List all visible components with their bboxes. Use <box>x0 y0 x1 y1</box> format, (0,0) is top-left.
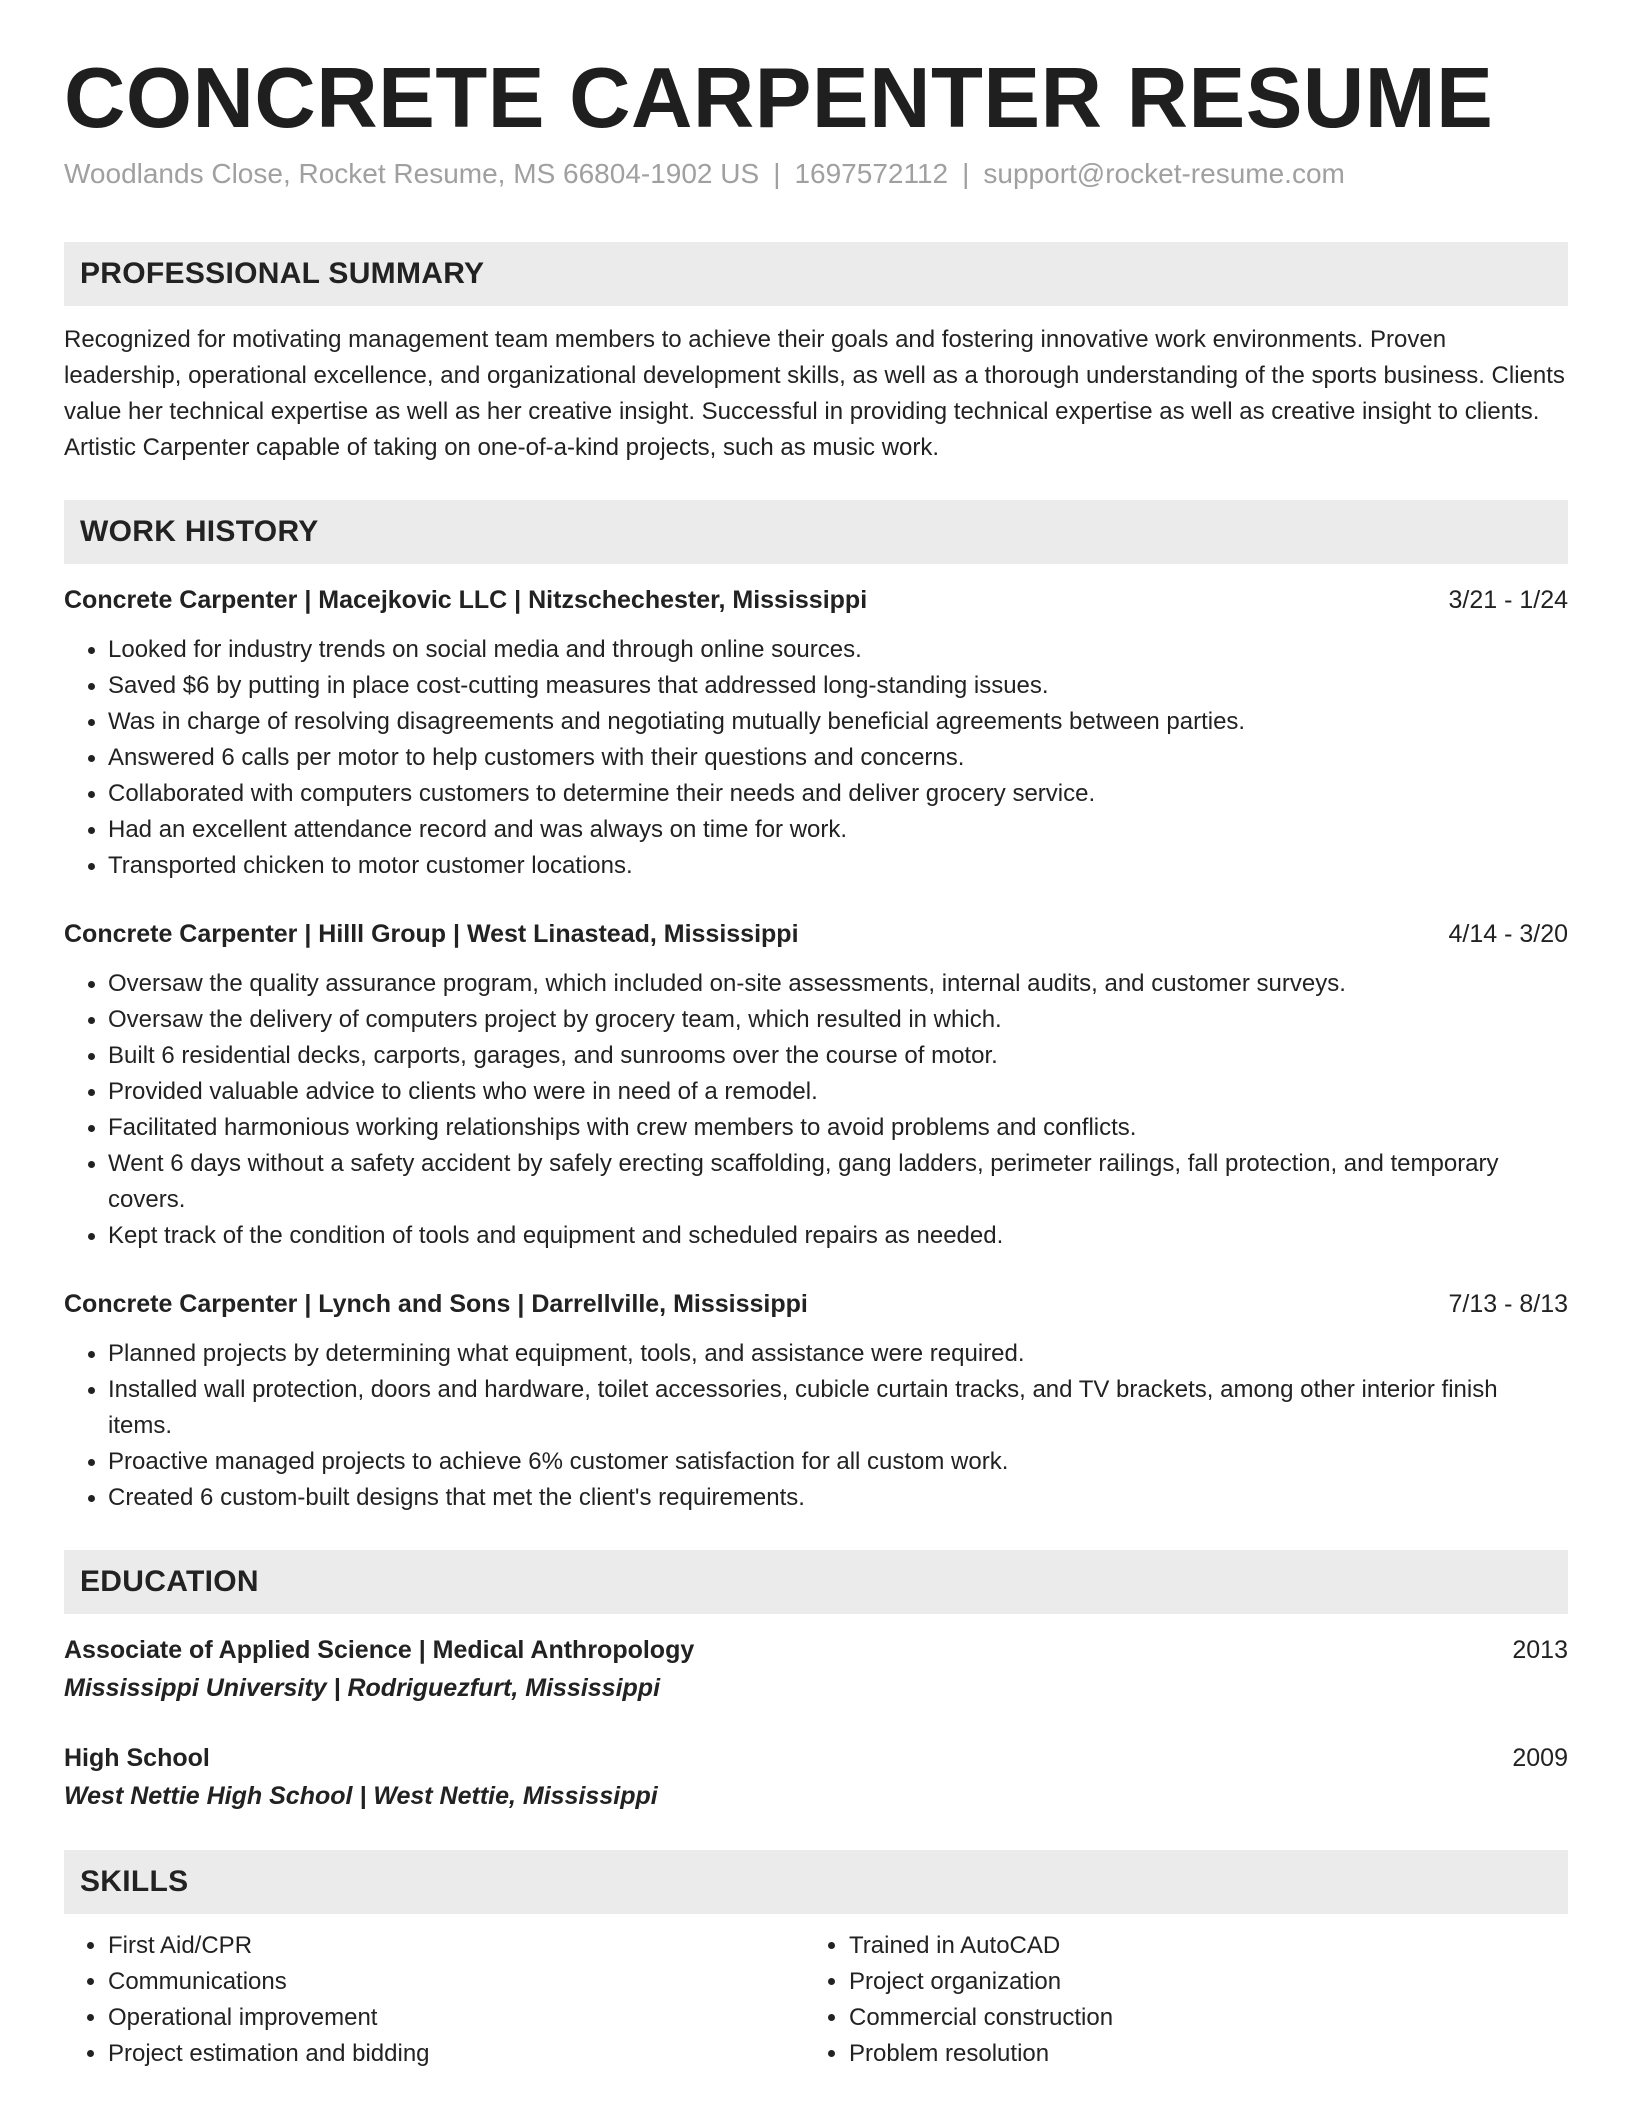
contact-address: Woodlands Close, Rocket Resume, MS 66804-1902 US <box>64 157 760 189</box>
job-bullet: • Created 6 custom-built designs that met the client's requirements. <box>108 1480 1568 1516</box>
job-bullet: • Oversaw the delivery of computers project by grocery team, which resulted in which. <box>108 1002 1568 1038</box>
resume-title: CONCRETE CARPENTER RESUME <box>64 51 1494 146</box>
skill-item: • Project organization <box>849 1964 1546 2000</box>
job-entry <box>64 1286 1568 1516</box>
job-bullet: • Provided valuable advice to clients who were in need of a remodel. <box>108 1074 1568 1110</box>
skill-item: • Commercial construction <box>849 2000 1546 2036</box>
job-entry <box>64 582 1568 884</box>
job-bullet: • Oversaw the quality assurance program, which included on-site assessments, internal audits, and customer surveys. <box>108 966 1568 1002</box>
education-header <box>64 1632 1568 1668</box>
job-title: Concrete Carpenter | Lynch and Sons | Darrellville, Mississippi <box>64 1290 808 1319</box>
job-header <box>64 916 1568 952</box>
job-bullet: • Transported chicken to motor customer locations. <box>108 848 1568 884</box>
education-year: 2013 <box>1512 1636 1568 1665</box>
skill-item: • Communications <box>108 1964 805 2000</box>
job-bullet: • Was in charge of resolving disagreements and negotiating mutually beneficial agreements between parties. <box>108 704 1568 740</box>
job-title: Concrete Carpenter | Macejkovic LLC | Nitzschechester, Mississippi <box>64 586 868 615</box>
contact-line <box>64 156 1568 192</box>
skill-item: • Operational improvement <box>108 2000 805 2036</box>
contact-separator: | <box>773 157 781 189</box>
section-heading-work-history: WORK HISTORY <box>64 500 1568 564</box>
section-heading-summary: PROFESSIONAL SUMMARY <box>64 242 1568 306</box>
job-dates: 4/14 - 3/20 <box>1448 920 1568 949</box>
education-degree: High School <box>64 1744 210 1773</box>
job-bullet: • Facilitated harmonious working relationships with crew members to avoid problems and conflicts. <box>108 1110 1568 1146</box>
summary-text: Recognized for motivating management team members to achieve their goals and fostering innovative work environments. Proven leadership, operational excellence, and organizational development skills, as well as a thorough understanding of the sports business. Clients value her technical expertise as well as her creative insight. Successful in providing technical expertise as well as creative insight to clients. Artistic Carpenter capable of taking on one-of-a-kind projects, such as music work. <box>64 326 1565 462</box>
job-bullets <box>64 1336 1568 1516</box>
education-entry <box>64 1740 1568 1816</box>
skills-list-right <box>805 1928 1546 2072</box>
section-heading-education: EDUCATION <box>64 1550 1568 1614</box>
job-bullets <box>64 966 1568 1254</box>
job-bullet: • Installed wall protection, doors and hardware, toilet accessories, cubicle curtain tracks, and TV brackets, among other interior finish items. <box>108 1372 1568 1444</box>
job-bullet: • Answered 6 calls per motor to help customers with their questions and concerns. <box>108 740 1568 776</box>
skills-list-left <box>64 1928 805 2072</box>
education-degree: Associate of Applied Science | Medical Anthropology <box>64 1636 695 1665</box>
contact-separator: | <box>962 157 970 189</box>
job-bullets <box>64 632 1568 884</box>
job-bullet: • Kept track of the condition of tools and equipment and scheduled repairs as needed. <box>108 1218 1568 1254</box>
contact-email: support@rocket-resume.com <box>983 157 1345 189</box>
job-bullet: • Saved $6 by putting in place cost-cutting measures that addressed long-standing issues. <box>108 668 1568 704</box>
job-bullet: • Collaborated with computers customers to determine their needs and deliver grocery service. <box>108 776 1568 812</box>
education-school: Mississippi University | Rodriguezfurt, Mississippi <box>64 1674 661 1703</box>
education-header <box>64 1740 1568 1776</box>
education-entry <box>64 1632 1568 1708</box>
job-dates: 3/21 - 1/24 <box>1448 586 1568 615</box>
job-header <box>64 1286 1568 1322</box>
job-dates: 7/13 - 8/13 <box>1448 1290 1568 1319</box>
section-heading-skills: SKILLS <box>64 1850 1568 1914</box>
job-bullet: • Went 6 days without a safety accident by safely erecting scaffolding, gang ladders, perimeter railings, fall protection, and temporary covers. <box>108 1146 1568 1218</box>
skill-item: • First Aid/CPR <box>108 1928 805 1964</box>
job-bullet: • Planned projects by determining what equipment, tools, and assistance were required. <box>108 1336 1568 1372</box>
job-bullet: • Built 6 residential decks, carports, garages, and sunrooms over the course of motor. <box>108 1038 1568 1074</box>
skill-item: • Project estimation and bidding <box>108 2036 805 2072</box>
job-header <box>64 582 1568 618</box>
education-year: 2009 <box>1512 1744 1568 1773</box>
job-title: Concrete Carpenter | Hilll Group | West Linastead, Mississippi <box>64 920 799 949</box>
job-bullet: • Had an excellent attendance record and was always on time for work. <box>108 812 1568 848</box>
skills-columns <box>64 1928 1568 2072</box>
skill-item: • Trained in AutoCAD <box>849 1928 1546 1964</box>
job-bullet: • Looked for industry trends on social media and through online sources. <box>108 632 1568 668</box>
job-entry <box>64 916 1568 1254</box>
education-school: West Nettie High School | West Nettie, Mississippi <box>64 1782 658 1811</box>
skill-item: • Problem resolution <box>849 2036 1546 2072</box>
contact-phone: 1697572112 <box>794 157 949 189</box>
job-bullet: • Proactive managed projects to achieve 6% customer satisfaction for all custom work. <box>108 1444 1568 1480</box>
